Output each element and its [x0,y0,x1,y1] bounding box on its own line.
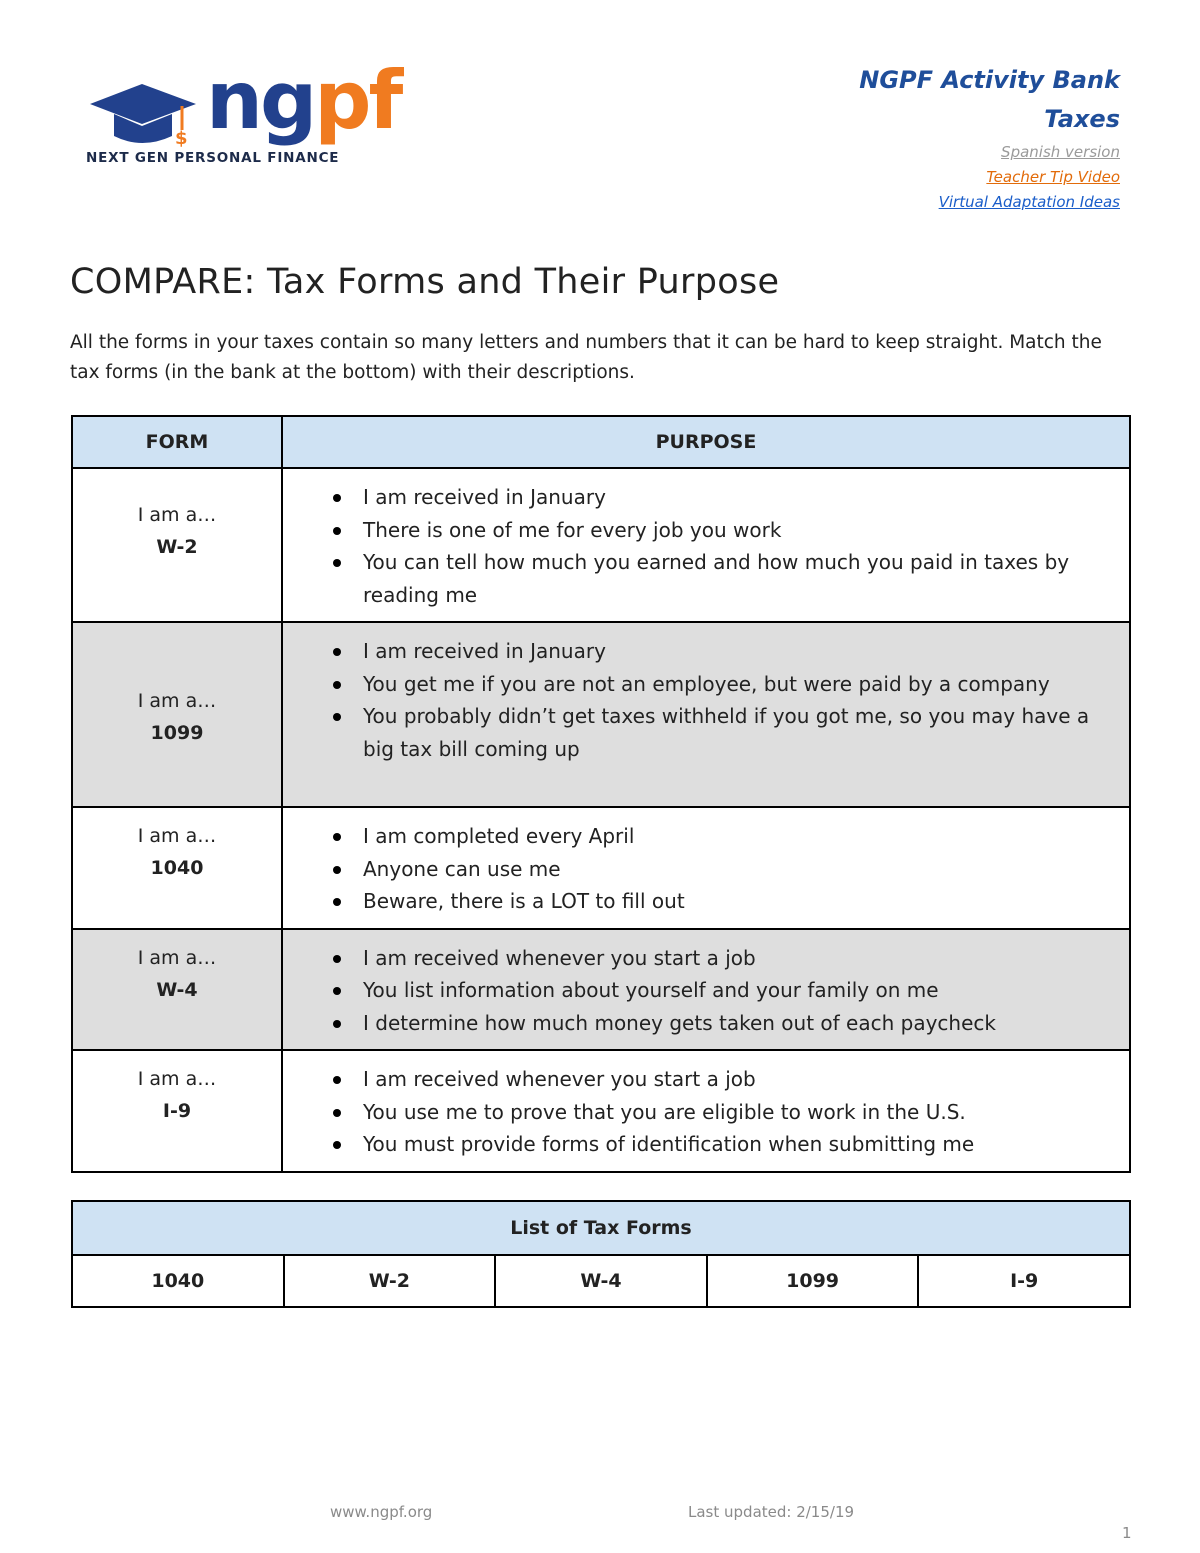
topic-label: Taxes [1044,105,1120,133]
form-prefix: I am a… [137,690,217,712]
teacher-tip-video-link[interactable]: Teacher Tip Video [986,168,1120,186]
purpose-item: I am received in January [329,635,1113,668]
table-row [72,622,1130,807]
bank-title: List of Tax Forms [72,1201,1130,1255]
forms-table-header [72,416,1130,468]
purpose-item: Anyone can use me [329,853,1113,886]
bank-items-row [72,1255,1130,1307]
bank-item: 1099 [707,1255,919,1307]
form-column-header: FORM [72,416,282,468]
purpose-list [329,820,1113,918]
form-name: 1099 [150,722,204,744]
bank-header-row [72,1201,1130,1255]
purpose-item: You use me to prove that you are eligible to work in the U.S. [329,1096,1113,1129]
page-title: COMPARE: Tax Forms and Their Purpose [70,262,780,302]
purpose-item: You can tell how much you earned and how much you paid in taxes by reading me [329,546,1113,611]
purpose-item: You list information about yourself and your family on me [329,974,1113,1007]
purpose-list [329,1063,1113,1161]
activity-bank-label: NGPF Activity Bank [859,66,1120,94]
purpose-cell [282,622,1130,807]
purpose-list [329,942,1113,1040]
purpose-cell [282,468,1130,622]
form-cell [72,1050,282,1172]
form-prefix: I am a… [137,504,217,526]
svg-text:$: $ [175,128,188,148]
form-name: W-4 [156,978,198,1001]
purpose-cell [282,807,1130,929]
form-cell [72,622,282,807]
form-name: W-2 [156,536,198,558]
page-number: 1 [1122,1524,1132,1542]
bank-item: W-4 [495,1255,707,1307]
form-prefix: I am a… [137,946,217,969]
logo-tagline: NEXT GEN PERSONAL FINANCE [86,150,340,166]
purpose-item: Beware, there is a LOT to fill out [329,885,1113,918]
purpose-list [329,635,1113,765]
purpose-item: You get me if you are not an employee, but were paid by a company [329,668,1113,701]
form-name: 1040 [150,857,204,879]
form-prefix: I am a… [137,1068,217,1090]
purpose-cell [282,929,1130,1051]
purpose-item: You probably didn’t get taxes withheld if you got me, so you may have a big tax bill coming up [329,700,1113,765]
table-row [72,1050,1130,1172]
form-prefix: I am a… [137,825,217,847]
bank-item: I-9 [918,1255,1130,1307]
purpose-column-header: PURPOSE [282,416,1130,468]
logo-word-ng: ng [206,54,315,147]
purpose-cell [282,1050,1130,1172]
graduation-cap-icon [86,78,202,148]
virtual-adaptation-link[interactable]: Virtual Adaptation Ideas [938,193,1120,211]
intro-paragraph: All the forms in your taxes contain so many letters and numbers that it can be hard to keep straight. Match the tax forms (in the bank at the bottom) with their descriptions. [70,332,1102,383]
purpose-item: I am received in January [329,481,1113,514]
footer-website: www.ngpf.org [330,1503,433,1521]
purpose-list [329,481,1113,611]
bank-item: W-2 [284,1255,496,1307]
header-info [859,62,1120,215]
purpose-item: There is one of me for every job you work [329,514,1113,547]
purpose-item: I am completed every April [329,820,1113,853]
form-cell [72,929,282,1051]
footer-last-updated: Last updated: 2/15/19 [688,1503,855,1521]
purpose-item: I am received whenever you start a job [329,1063,1113,1096]
purpose-item: You must provide forms of identification when submitting me [329,1128,1113,1161]
form-cell [72,468,282,622]
logo-wordmark [206,56,400,146]
form-cell [72,807,282,929]
table-row [72,929,1130,1051]
forms-table [71,415,1131,1173]
logo-word-pf: pf [314,54,401,147]
bank-item: 1040 [72,1255,284,1307]
purpose-item: I determine how much money gets taken out of each paycheck [329,1007,1113,1040]
ngpf-logo [86,54,401,172]
purpose-item: I am received whenever you start a job [329,942,1113,975]
spanish-version-link[interactable]: Spanish version [1001,143,1120,161]
tax-forms-bank-table [71,1200,1131,1308]
table-row [72,807,1130,929]
form-name: I-9 [162,1100,192,1122]
table-row [72,468,1130,622]
